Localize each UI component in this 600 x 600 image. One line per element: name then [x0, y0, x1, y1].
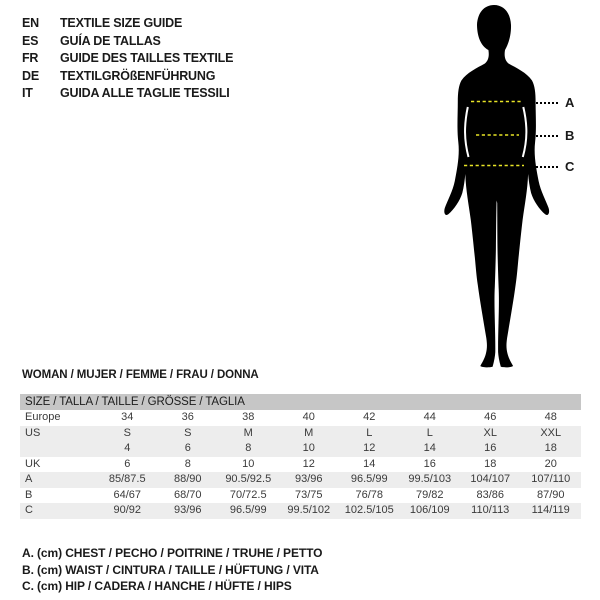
size-value: 104/107 — [470, 473, 511, 485]
size-value: 46 — [484, 411, 497, 423]
size-value: 42 — [363, 411, 376, 423]
table-row — [20, 441, 581, 457]
row-label: Europe — [25, 411, 61, 423]
size-value: 6 — [184, 442, 191, 454]
marker-label: A — [565, 94, 575, 110]
row-values — [97, 441, 581, 457]
size-value: 18 — [544, 442, 557, 454]
row-label: B — [25, 488, 33, 501]
size-value: 73/75 — [294, 488, 323, 501]
language-title: GUIDE DES TAILLES TEXTILE — [60, 51, 234, 65]
size-value: 44 — [423, 411, 436, 423]
size-value: 90.5/92.5 — [225, 473, 272, 485]
size-value: 87/90 — [536, 488, 565, 501]
size-value: 96.5/99 — [229, 504, 267, 516]
row-values — [97, 426, 581, 442]
size-value: 79/82 — [415, 488, 444, 501]
size-value: S — [184, 426, 192, 439]
row-label: C — [25, 504, 33, 516]
legend-line: C. (cm) HIP / CADERA / HANCHE / HÜFTE / HIPS — [22, 579, 292, 593]
row-label: A — [25, 473, 33, 485]
size-value: 12 — [363, 442, 376, 454]
row-values — [97, 457, 581, 473]
row-values — [97, 410, 581, 426]
size-value: 99.5/102 — [287, 504, 331, 516]
marker-dotted-line — [533, 166, 558, 168]
size-value: 76/78 — [355, 488, 384, 501]
size-value: L — [366, 426, 373, 439]
table-row — [20, 503, 581, 519]
measurement-legend — [22, 545, 322, 595]
legend-line: A. (cm) CHEST / PECHO / POITRINE / TRUHE / PETTO — [22, 546, 323, 560]
size-value: 48 — [544, 411, 557, 423]
size-value: M — [243, 426, 253, 439]
language-code: EN — [22, 16, 39, 30]
section-title: WOMAN / MUJER / FEMME / FRAU / DONNA — [22, 369, 259, 381]
size-value: 114/119 — [531, 504, 570, 516]
size-value: 8 — [245, 442, 252, 454]
table-row — [20, 472, 581, 488]
size-value: 110/113 — [471, 504, 510, 516]
language-code: IT — [22, 86, 33, 100]
row-label — [20, 441, 97, 457]
marker-dotted-line — [533, 102, 558, 104]
size-value: 10 — [302, 442, 315, 454]
size-value: 14 — [363, 457, 376, 470]
size-value: 90/92 — [113, 504, 142, 516]
size-value: 106/109 — [409, 504, 450, 516]
size-value: 93/96 — [173, 504, 202, 516]
row-values — [97, 488, 581, 504]
size-value: L — [426, 426, 433, 439]
row-label: UK — [25, 457, 41, 470]
language-title: GUIDA ALLE TAGLIE TESSILI — [60, 86, 230, 100]
marker-label: C — [565, 158, 575, 174]
size-value: 40 — [302, 411, 315, 423]
size-value: 6 — [124, 457, 131, 470]
size-value: 70/72.5 — [229, 488, 267, 501]
size-value: 38 — [242, 411, 255, 423]
size-value: 64/67 — [113, 488, 142, 501]
table-row — [20, 426, 581, 442]
size-value: 99.5/103 — [408, 473, 452, 485]
size-value: 96.5/99 — [350, 473, 388, 485]
size-value: 18 — [484, 457, 497, 470]
measurement-marker — [533, 128, 574, 142]
size-value: 34 — [121, 411, 134, 423]
size-value: XL — [483, 426, 497, 439]
row-values — [97, 503, 581, 519]
size-value: 93/96 — [294, 473, 323, 485]
language-code: FR — [22, 51, 39, 65]
table-row — [20, 488, 581, 504]
size-value: 88/90 — [173, 473, 202, 485]
size-value: 8 — [184, 457, 191, 470]
size-value: 68/70 — [173, 488, 202, 501]
size-value: 85/87.5 — [108, 473, 146, 485]
size-value: 14 — [423, 442, 436, 454]
size-value: 10 — [242, 457, 255, 470]
size-table-header: SIZE / TALLA / TAILLE / GRÖSSE / TAGLIA — [20, 394, 581, 410]
language-title: TEXTILE SIZE GUIDE — [60, 16, 183, 30]
table-row — [20, 410, 581, 426]
size-value: 12 — [302, 457, 315, 470]
row-label: US — [25, 426, 41, 439]
language-title: TEXTILGRÖßENFÜHRUNG — [60, 68, 216, 83]
measurement-marker — [533, 159, 574, 173]
marker-dotted-line — [533, 135, 558, 137]
size-value: 20 — [544, 457, 557, 470]
measurement-marker — [533, 95, 574, 109]
size-table-body — [20, 410, 581, 519]
legend-line: B. (cm) WAIST / CINTURA / TAILLE / HÜFTUNG / VITA — [22, 562, 319, 577]
size-value: 4 — [124, 442, 131, 454]
size-value: 16 — [484, 442, 497, 454]
language-code: DE — [22, 68, 39, 83]
size-value: 107/110 — [531, 473, 571, 485]
language-title: GUÍA DE TALLAS — [60, 33, 161, 48]
size-value: 83/86 — [476, 488, 505, 501]
size-value: M — [304, 426, 314, 439]
size-value: 16 — [423, 457, 436, 470]
size-value: 36 — [181, 411, 194, 423]
size-value: S — [123, 426, 131, 439]
size-value: 102.5/105 — [344, 504, 394, 516]
marker-label: B — [565, 127, 575, 143]
table-row — [20, 457, 581, 473]
size-table — [20, 394, 581, 519]
language-code: ES — [22, 33, 39, 48]
row-values — [97, 472, 581, 488]
size-value: XXL — [540, 426, 562, 439]
